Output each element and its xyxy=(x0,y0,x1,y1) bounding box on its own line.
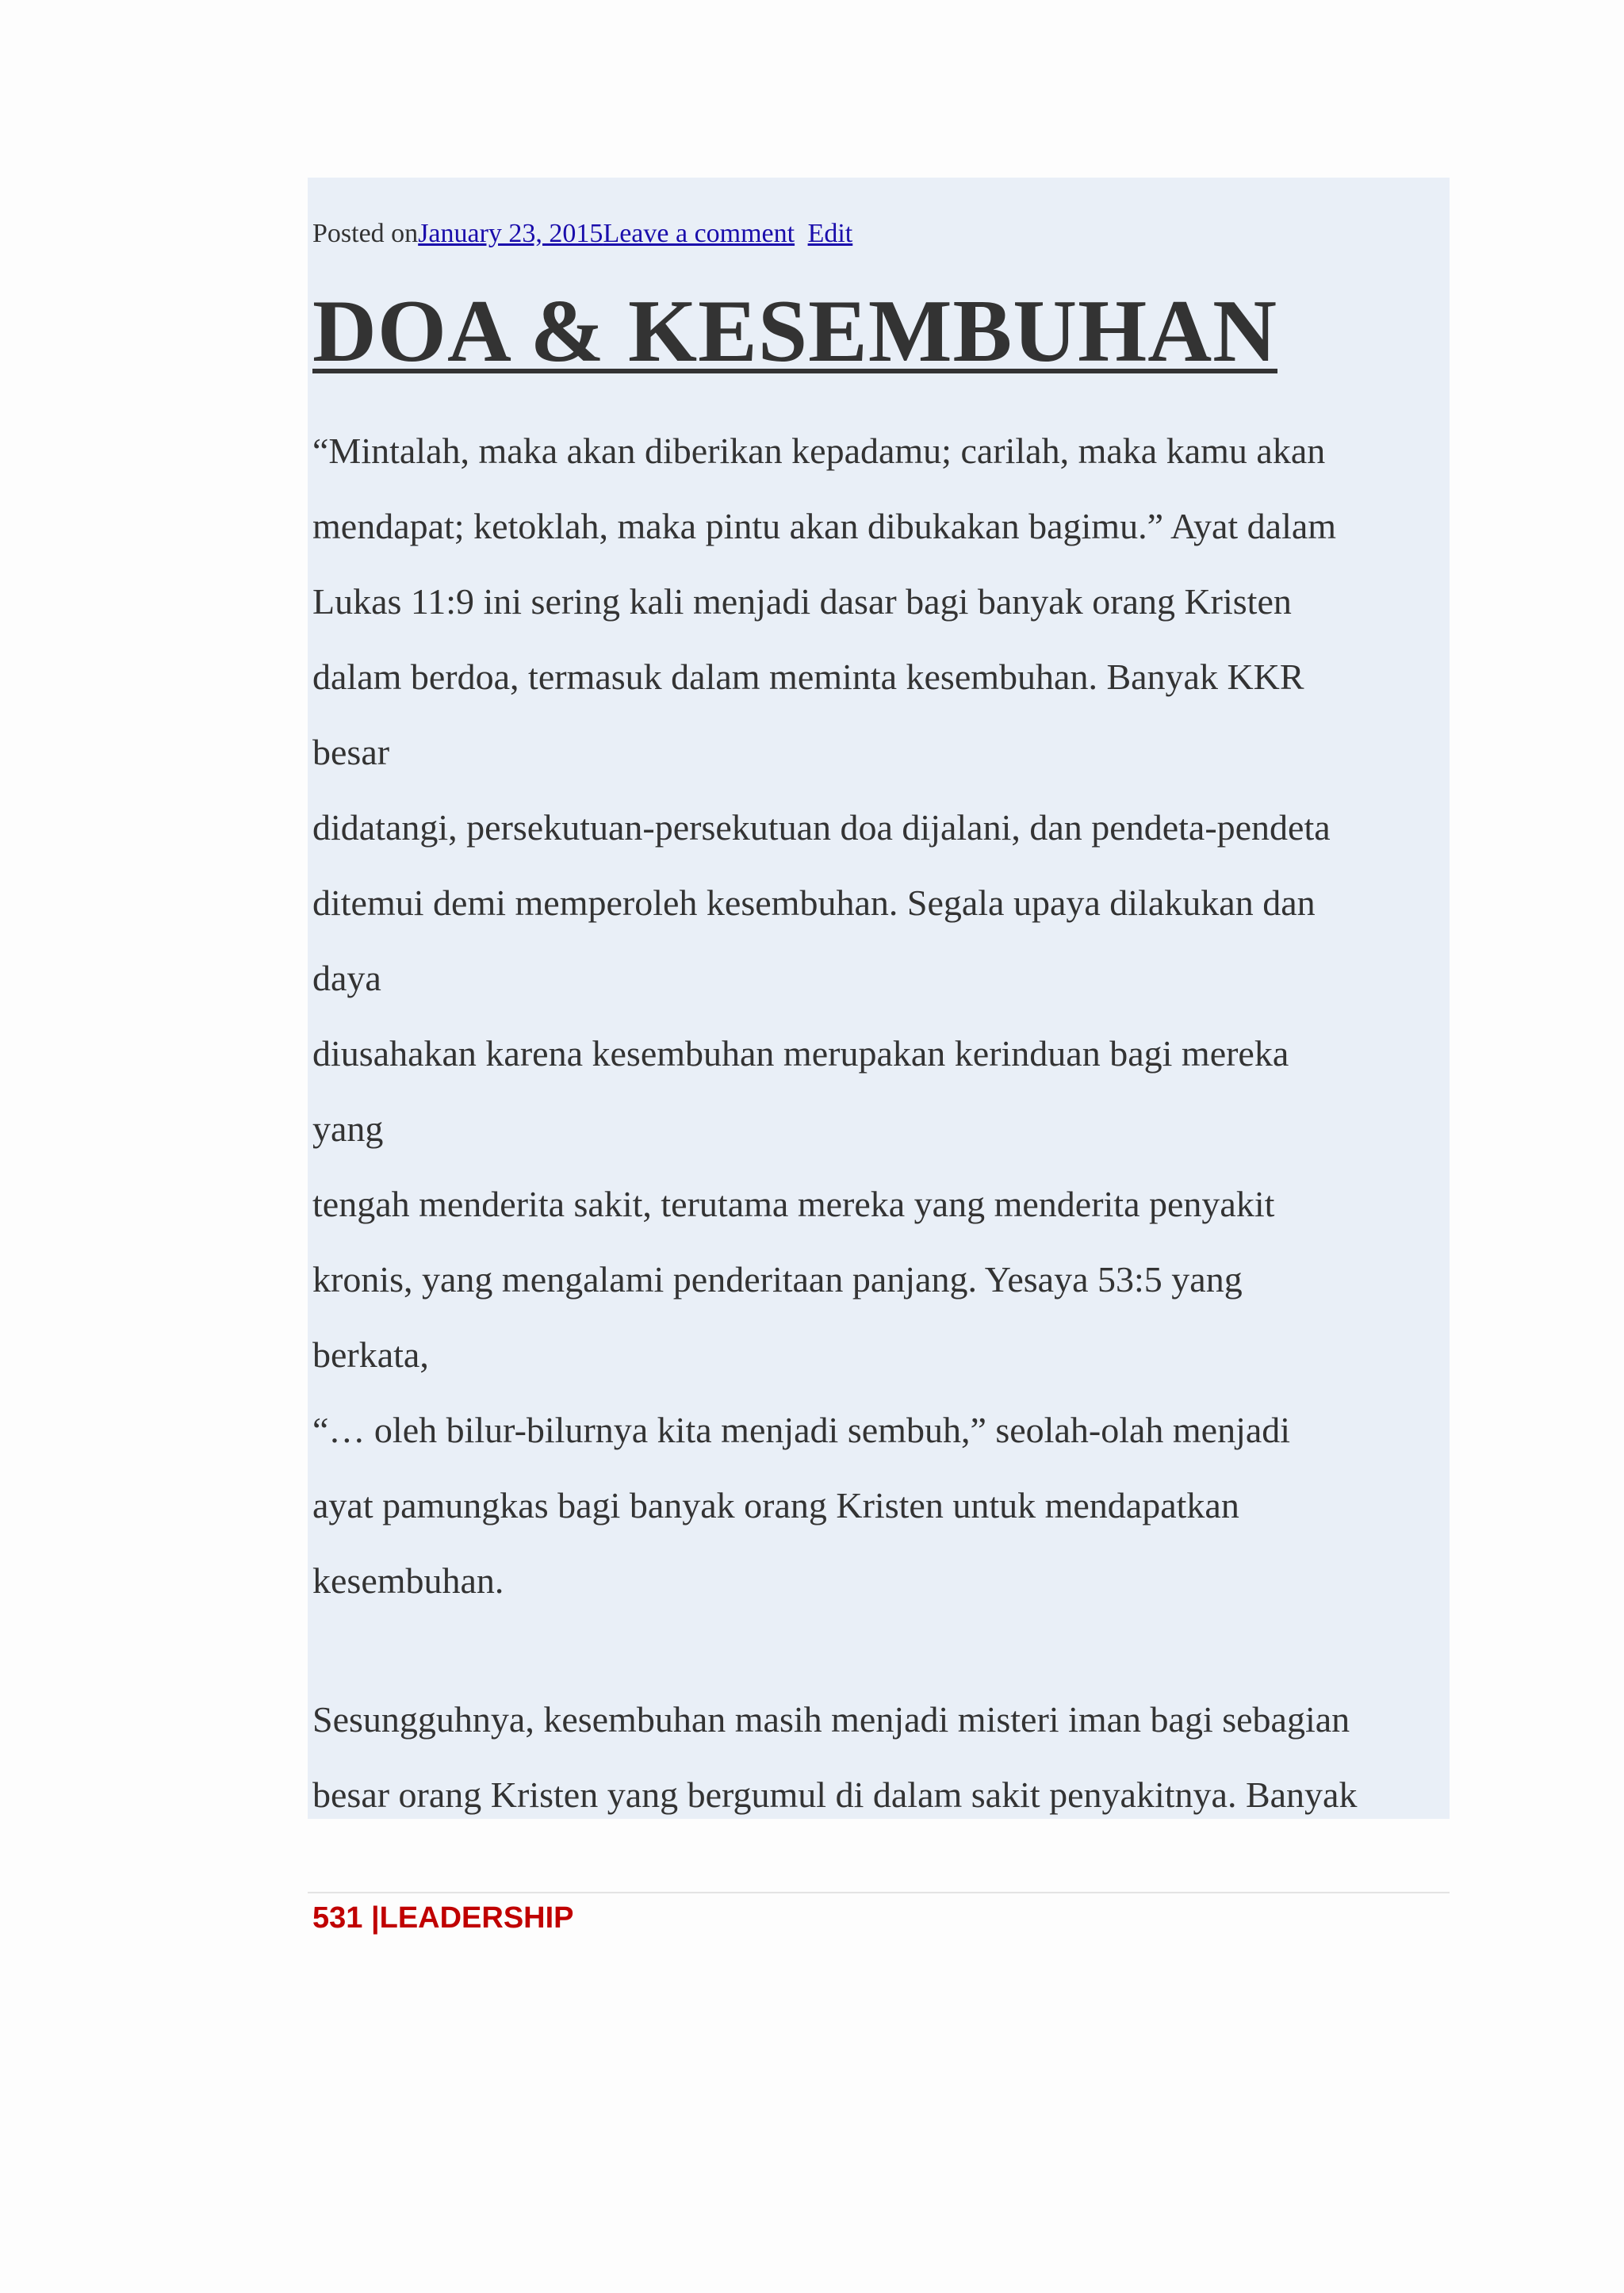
body-line: “… oleh bilur-bilurnya kita menjadi sembuh,” seolah-olah menjadi xyxy=(312,1410,1291,1450)
body-line: besar orang Kristen yang bergumul di dalam sakit penyakitnya. Banyak xyxy=(312,1774,1358,1815)
body-line: mendapat; ketoklah, maka pintu akan dibukakan bagimu.” Ayat dalam xyxy=(312,506,1337,546)
post-date-link[interactable]: January 23, 2015 xyxy=(418,219,603,248)
body-line: ayat pamungkas bagi banyak orang Kristen untuk mendapatkan xyxy=(312,1485,1239,1525)
body-line: ditemui demi memperoleh kesembuhan. Segala upaya dilakukan dan xyxy=(312,882,1316,923)
posted-on-label: Posted on xyxy=(312,219,419,248)
footer-separator: | xyxy=(362,1901,380,1935)
footer-divider xyxy=(308,1892,1450,1893)
body-line: Lukas 11:9 ini sering kali menjadi dasar bagi banyak orang Kristen xyxy=(312,581,1292,622)
body-line: berkata, xyxy=(312,1334,429,1375)
body-line: daya xyxy=(312,958,381,998)
page-footer xyxy=(312,1901,574,1935)
body-line: didatangi, persekutuan-persekutuan doa dijalani, dan pendeta-pendeta xyxy=(312,807,1331,848)
body-line: tengah menderita sakit, terutama mereka yang menderita penyakit xyxy=(312,1184,1275,1224)
body-line: kesembuhan. xyxy=(312,1560,504,1601)
body-line: Sesungguhnya, kesembuhan masih menjadi misteri iman bagi sebagian xyxy=(312,1699,1350,1740)
edit-link[interactable]: Edit xyxy=(807,219,853,248)
body-line: dalam berdoa, termasuk dalam meminta kesembuhan. Banyak KKR xyxy=(312,657,1304,697)
body-line: “Mintalah, maka akan diberikan kepadamu; carilah, maka kamu akan xyxy=(312,431,1326,471)
post-meta xyxy=(312,219,852,249)
footer-section-label: LEADERSHIP xyxy=(379,1901,574,1935)
body-line: besar xyxy=(312,732,390,772)
body-line: diusahakan karena kesembuhan merupakan kerinduan bagi mereka xyxy=(312,1033,1289,1074)
body-line: yang xyxy=(312,1108,384,1149)
leave-comment-link[interactable]: Leave a comment xyxy=(603,219,795,248)
page-number: 531 xyxy=(312,1901,363,1935)
body-line: kronis, yang mengalami penderitaan panjang. Yesaya 53:5 yang xyxy=(312,1259,1243,1300)
post-title[interactable]: DOA & KESEMBUHAN xyxy=(312,282,1277,381)
